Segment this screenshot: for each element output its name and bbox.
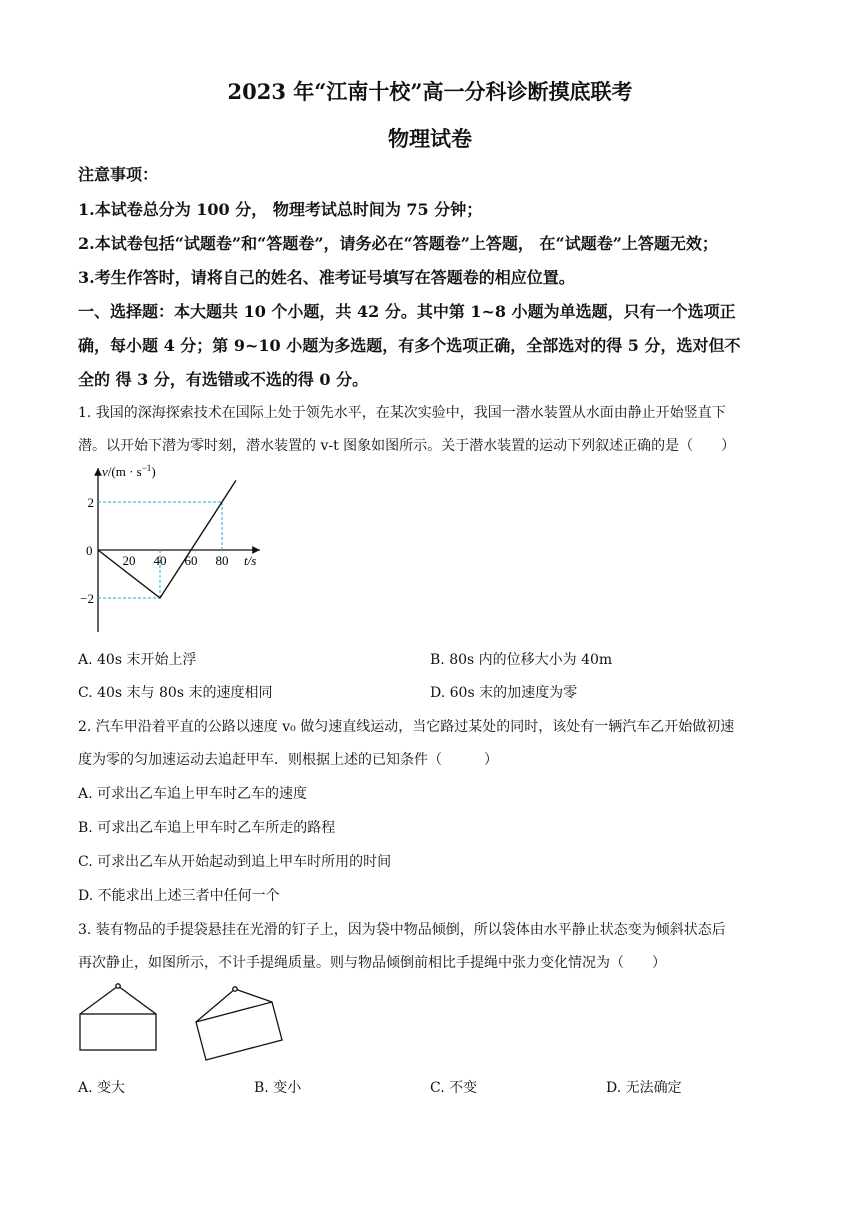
q2-option-b[interactable]: B. 可求出乙车追上甲车时乙车所走的路程 (78, 820, 336, 836)
question-3-text: 再次静止，如图所示，不计手提绳质量。则与物品倾倒前相比手提绳中张力变化情况为（ ） (78, 955, 666, 971)
q3-option-a[interactable]: A. 变大 (78, 1080, 126, 1096)
section-instructions: 一、选择题：本大题共 10 个小题，共 42 分。其中第 1~8 小题为单选题，只有一个选项正 (78, 302, 736, 321)
q2-option-a[interactable]: A. 可求出乙车追上甲车时乙车的速度 (78, 786, 308, 802)
question-1-text: 1. 我国的深海探索技术在国际上处于领先水平，在某次实验中，我国一潜水装置从水面由静止开始竖直下 (78, 405, 726, 421)
section-instructions: 全的 得 3 分，有选错或不选的得 0 分。 (78, 370, 369, 389)
x-axis-label: t/s (244, 553, 257, 568)
notice-item: 3.考生作答时，请将自己的姓名、准考证号填写在答题卷的相应位置。 (78, 268, 575, 287)
x-tick-label: 20 (122, 553, 136, 568)
exam-title: 2023 年“江南十校”高一分科诊断摸底联考 (227, 79, 633, 104)
q3-option-c[interactable]: C. 不变 (430, 1080, 478, 1096)
vt-graph (82, 462, 272, 640)
q3-option-d[interactable]: D. 无法确定 (606, 1080, 682, 1096)
x-tick-label: 80 (215, 553, 229, 568)
exam-subtitle: 物理试卷 (388, 126, 472, 151)
y-tick-label: 2 (87, 495, 94, 510)
y-axis-label: $v/(m \cdot s^{-1})$ (102, 463, 156, 479)
handbag-figure (74, 980, 294, 1066)
series-line (98, 480, 236, 598)
question-3-text: 3. 装有物品的手提袋悬挂在光滑的钉子上，因为袋中物品倾倒，所以袋体由水平静止状态变为倾斜状态后 (78, 922, 726, 938)
level-handbag (80, 984, 156, 1050)
notice-item: 2.本试卷包括“试题卷”和“答题卷”，请务必在“答题卷”上答题， 在“试题卷”上答题无效； (78, 234, 718, 253)
q1-option-b[interactable]: B. 80s 内的位移大小为 40m (430, 652, 613, 668)
q1-option-d[interactable]: D. 60s 末的加速度为零 (430, 685, 578, 701)
question-1-text: 潜。以开始下潜为零时刻，潜水装置的 v-t 图象如图所示。关于潜水装置的运动下列叙述正确的是（ ） (78, 438, 736, 454)
notice-item: 1.本试卷总分为 100 分， 物理考试总时间为 75 分钟； (78, 200, 483, 219)
q2-option-d[interactable]: D. 不能求出上述三者中任何一个 (78, 888, 280, 904)
q2-option-c[interactable]: C. 可求出乙车从开始起动到追上甲车时所用的时间 (78, 854, 392, 870)
tilted-handbag (196, 987, 282, 1060)
q1-option-c[interactable]: C. 40s 末与 80s 末的速度相同 (78, 685, 273, 701)
origin-label: 0 (86, 543, 93, 558)
q3-option-b[interactable]: B. 变小 (254, 1080, 302, 1096)
y-tick-label: −2 (80, 591, 94, 606)
q1-option-a[interactable]: A. 40s 末开始上浮 (78, 652, 197, 668)
question-2-text: 2. 汽车甲沿着平直的公路以速度 v₀ 做匀速直线运动，当它路过某处的同时，该处有一辆汽车乙开始做初速 (78, 719, 735, 735)
question-2-text: 度为零的匀加速运动去追赶甲车．则根据上述的已知条件（ ） (78, 752, 498, 768)
section-instructions: 确，每小题 4 分；第 9~10 小题为多选题，有多个选项正确，全部选对的得 5 分，选对但不 (78, 336, 741, 355)
x-tick-label: 40 (153, 553, 167, 568)
x-tick-label: 60 (184, 553, 198, 568)
notice-heading: 注意事项： (78, 165, 159, 184)
